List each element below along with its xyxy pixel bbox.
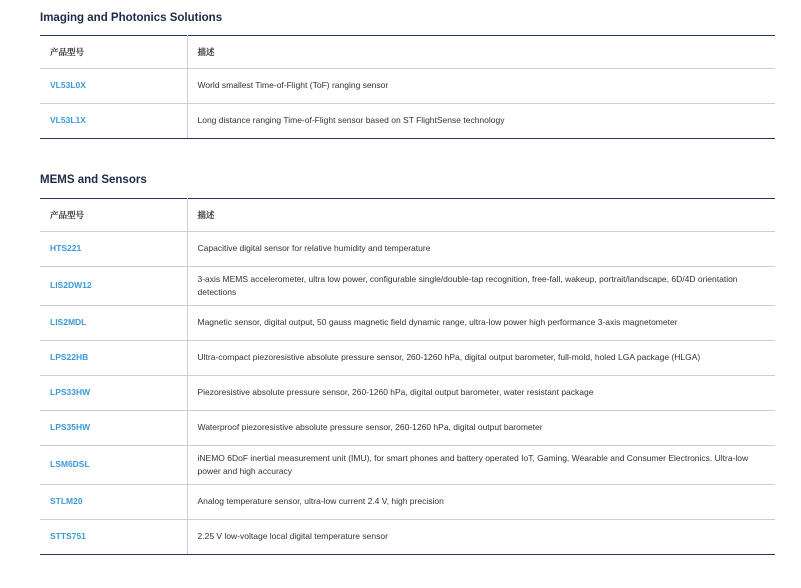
description-cell: Long distance ranging Time-of-Flight sensor based on ST FlightSense technology (187, 104, 775, 139)
description-cell: Piezoresistive absolute pressure sensor, 260-1260 hPa, digital output barometer, water resistant package (187, 376, 775, 411)
table-row (40, 267, 775, 306)
table-row (40, 411, 775, 446)
table-row (40, 446, 775, 485)
table-row (40, 485, 775, 520)
part-cell (40, 232, 187, 267)
part-link-stlm20[interactable]: STLM20 (50, 496, 83, 507)
part-cell (40, 104, 187, 139)
table-header-row (40, 199, 775, 232)
column-header-part: 产品型号 (40, 199, 187, 232)
part-cell (40, 520, 187, 555)
section-title: MEMS and Sensors (40, 174, 147, 186)
part-link-lsm6dsl[interactable]: LSM6DSL (50, 459, 90, 470)
part-link-lps33hw[interactable]: LPS33HW (50, 387, 91, 398)
description-cell: Waterproof piezoresistive absolute pressure sensor, 260-1260 hPa, digital output barometer (187, 411, 775, 446)
table-row (40, 232, 775, 267)
table-row (40, 306, 775, 341)
part-cell (40, 411, 187, 446)
table-header-row (40, 36, 775, 69)
part-link-stts751[interactable]: STTS751 (50, 531, 86, 542)
part-link-lis2dw12[interactable]: LIS2DW12 (50, 280, 92, 291)
part-cell (40, 341, 187, 376)
section-title: Imaging and Photonics Solutions (40, 12, 223, 24)
part-link-lis2mdl[interactable]: LIS2MDL (50, 317, 87, 328)
column-header-part: 产品型号 (40, 36, 187, 69)
description-cell: Magnetic sensor, digital output, 50 gauss magnetic field dynamic range, ultra-low power high performance 3-axis magnetometer (187, 306, 775, 341)
part-cell (40, 376, 187, 411)
part-cell (40, 446, 187, 485)
product-table (40, 35, 775, 139)
description-cell: Analog temperature sensor, ultra-low current 2.4 V, high precision (187, 485, 775, 520)
description-cell: 2.25 V low-voltage local digital temperature sensor (187, 520, 775, 555)
description-cell: iNEMO 6DoF inertial measurement unit (IMU), for smart phones and battery operated IoT, Gaming, Wearable and Consumer Electronics. Ultra-low power and high accuracy (187, 446, 775, 485)
product-table (40, 198, 775, 555)
part-link-lps35hw[interactable]: LPS35HW (50, 422, 91, 433)
part-cell (40, 306, 187, 341)
description-cell: Ultra-compact piezoresistive absolute pressure sensor, 260-1260 hPa, digital output barometer, full-mold, holed LGA package (HLGA) (187, 341, 775, 376)
part-link-vl53l0x[interactable]: VL53L0X (50, 80, 86, 91)
table-row (40, 69, 775, 104)
part-link-hts221[interactable]: HTS221 (50, 243, 82, 254)
description-cell: Capacitive digital sensor for relative humidity and temperature (187, 232, 775, 267)
column-header-desc: 描述 (187, 199, 775, 232)
part-link-lps22hb[interactable]: LPS22HB (50, 352, 89, 363)
table-row (40, 376, 775, 411)
column-header-desc: 描述 (187, 36, 775, 69)
table-row (40, 520, 775, 555)
part-cell (40, 485, 187, 520)
description-cell: World smallest Time-of-Flight (ToF) ranging sensor (187, 69, 775, 104)
part-cell (40, 69, 187, 104)
description-cell: 3-axis MEMS accelerometer, ultra low power, configurable single/double-tap recognition, free-fall, wakeup, portrait/landscape, 6D/4D orientation detections (187, 267, 775, 306)
table-row (40, 341, 775, 376)
part-link-vl53l1x[interactable]: VL53L1X (50, 115, 86, 126)
table-row (40, 104, 775, 139)
part-cell (40, 267, 187, 306)
